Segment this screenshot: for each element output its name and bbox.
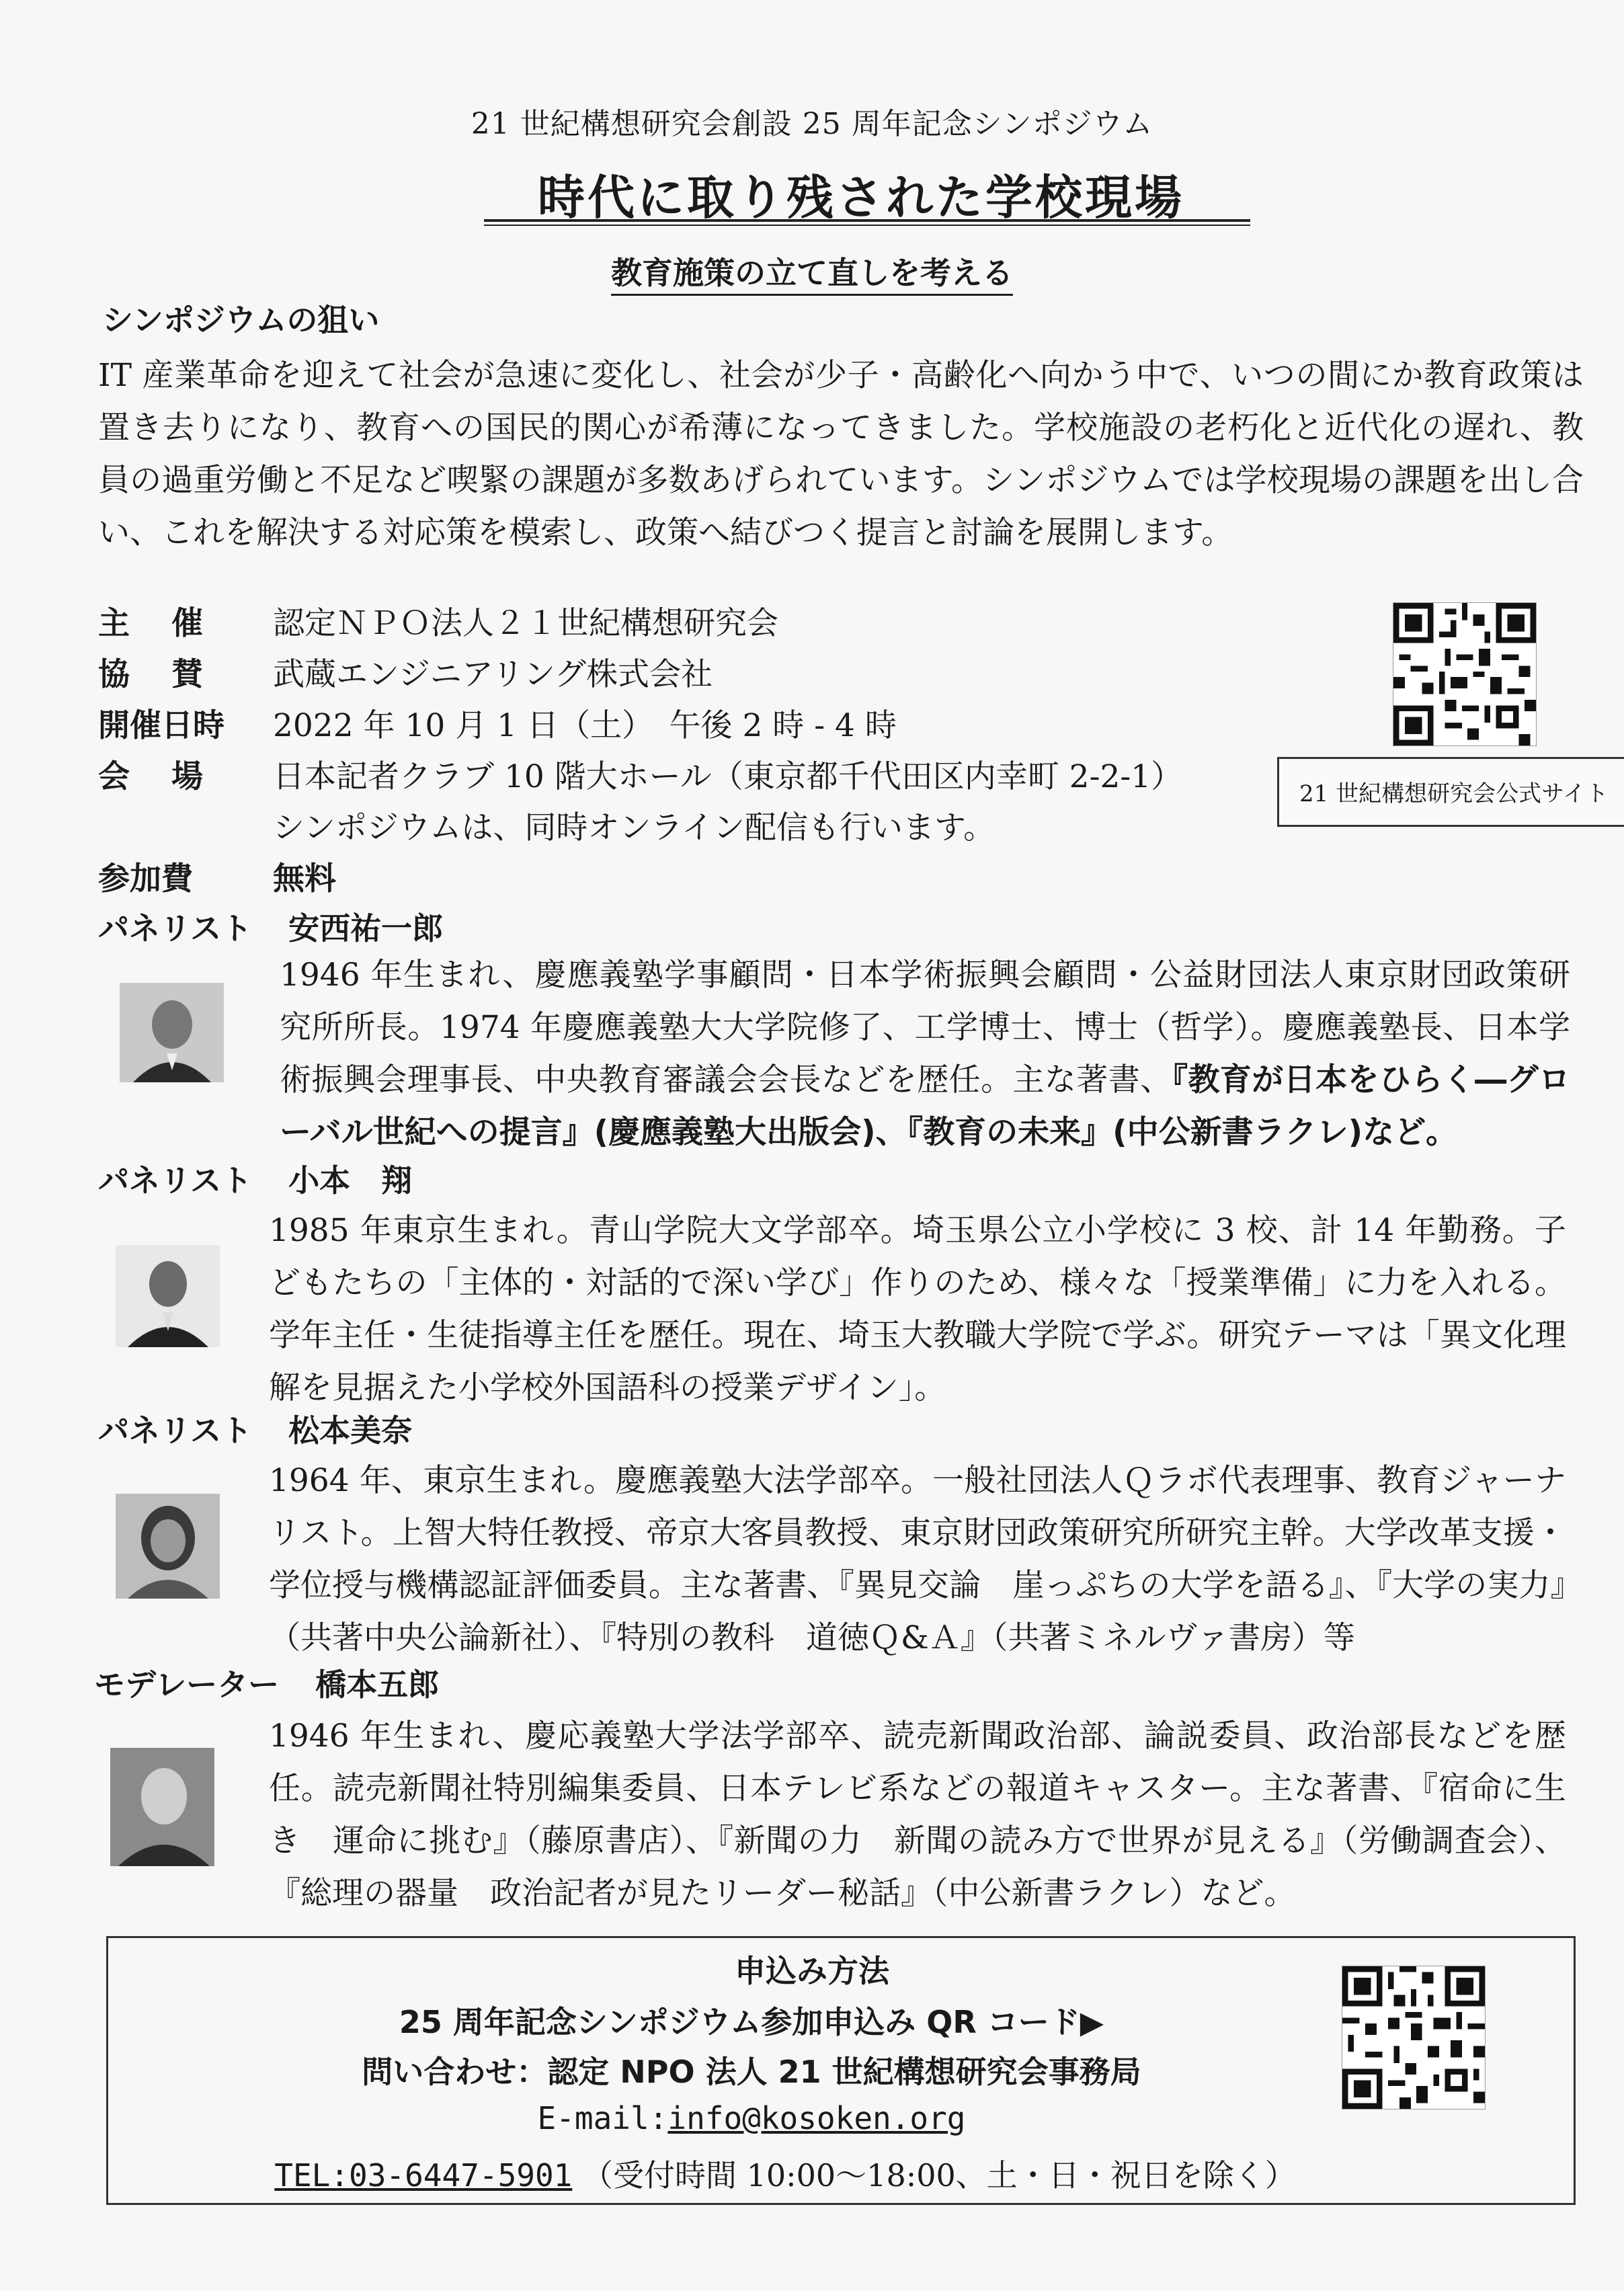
date-value: 2022 年 10 月 1 日（土） 午後 2 時 - 4 時	[273, 707, 897, 744]
organizer-row	[98, 598, 778, 643]
panelist-2-role: パネリスト	[98, 1162, 253, 1199]
event-supertitle: 21 世紀構想研究会創設 25 周年記念シンポジウム	[471, 107, 1153, 141]
aim-body: IT 産業革命を迎えて社会が急速に変化し、社会が少子・高齢化へ向かう中で、いつの間にか教育政策は置き去りになり、教育への国民的関心が希薄になってきました。学校施設の老朽化と近代化の遅れ、教員の過重労働と不足など喫緊の課題が多数あげられています。シンポジウムでは学校現場の課題を出し合い、これを解決する対応策を模索し、政策へ結びつく提言と討論を展開します。	[98, 357, 1584, 551]
application-qr-code[interactable]	[1342, 1966, 1486, 2109]
venue-note-row	[98, 803, 995, 848]
panelist-1-bio-text: 1946 年生まれ、慶應義塾学事顧問・日本学術振興会顧問・公益財団法人東京財団政策研究所所長。1974 年慶應義塾大大学院修了、工学博士、博士（哲学）。慶應義塾長、日本学術振興会理事長、中央教育審議会会長などを歴任。主な著書、	[280, 957, 1570, 1098]
date-label: 開催日時	[98, 707, 225, 744]
panelist-3-name: 松本美奈	[288, 1412, 413, 1449]
page-subtitle	[0, 249, 1624, 293]
sponsor-value: 武蔵エンジニアリング株式会社	[273, 656, 713, 693]
venue-row	[98, 752, 1182, 797]
panelist-3-heading	[98, 1406, 412, 1451]
sponsor-row	[98, 649, 713, 694]
moderator-role: モデレーター	[94, 1666, 280, 1703]
panelist-1-heading	[98, 904, 443, 949]
panelist-3-role: パネリスト	[98, 1412, 253, 1449]
panelist-1-bio	[280, 949, 1570, 1159]
panelist-2-bio: 1985 年東京生まれ。青山学院大文学部卒。埼玉県公立小学校に 3 校、計 14 年勤務。子どもたちの「主体的・対話的で深い学び」作りのため、様々な「授業準備」に力を入れる。学年主任・生徒指導主任を歴任。現在、埼玉大教職大学院で学ぶ。研究テーマは「異文化理解を見据えた小学校外国語科の授業デザイン」。	[269, 1212, 1566, 1406]
venue-label: 会場	[98, 758, 245, 795]
tel-link[interactable]: TEL:03-6447-5901	[274, 2157, 573, 2194]
panelist-3-photo	[116, 1494, 220, 1599]
email-line	[0, 2100, 1564, 2136]
page-title: 時代に取り残された学校現場	[538, 170, 1184, 225]
panelist-1-role: パネリスト	[98, 910, 253, 947]
site-qr-code[interactable]	[1393, 602, 1537, 746]
fee-row	[98, 854, 336, 899]
title-underline-thin	[484, 225, 1250, 226]
organizer-label: 主催	[98, 605, 245, 642]
fee-label: 参加費	[98, 860, 193, 897]
venue-note: シンポジウムは、同時オンライン配信も行います。	[273, 809, 996, 846]
apply-heading: 申込み方法	[735, 1953, 889, 1989]
page-title-block	[484, 160, 1250, 227]
moderator-name: 橋本五郎	[315, 1666, 440, 1703]
email-label: E-mail:	[537, 2100, 668, 2136]
aim-heading: シンポジウムの狙い	[102, 302, 380, 338]
panelist-1-photo	[120, 983, 224, 1082]
title-underline	[484, 219, 1250, 222]
organizer-value: 認定ＮＰＯ法人２１世紀構想研究会	[273, 605, 778, 642]
panelist-2-photo	[116, 1245, 220, 1347]
official-site-label[interactable]: 21 世紀構想研究会公式サイト	[1277, 757, 1624, 827]
hours-text: （受付時間 10:00～18:00、土・日・祝日を除く）	[581, 2157, 1296, 2194]
fee-value: 無料	[273, 860, 336, 897]
panelist-1-bio-books: 『教育が日本をひらく―グローバル世紀への提言』(慶應義塾大出版会)、『教育の未来』(中公新書ラクレ)など。	[280, 1061, 1571, 1151]
page-subtitle-text: 教育施策の立て直しを考える	[611, 255, 1013, 296]
apply-qr-line: 25 周年記念シンポジウム参加申込み QR コード▶	[399, 2004, 1104, 2040]
panelist-3-bio: 1964 年、東京生まれ。慶應義塾大法学部卒。一般社団法人Ｑラボ代表理事、教育ジャーナリスト。上智大特任教授、帝京大客員教授、東京財団政策研究所研究主幹。大学改革支援・学位授与機構認証評価委員。主な著書、『異見交論 崖っぷちの大学を語る』、『大学の実力』（共著中央公論新社）、『特別の教科 道徳Ｑ&Ａ』（共著ミネルヴァ書房）等	[269, 1462, 1566, 1656]
panelist-2-name: 小本 翔	[288, 1162, 413, 1199]
email-link[interactable]: info@kosoken.org	[667, 2100, 966, 2136]
panelist-1-name: 安西祐一郎	[288, 910, 444, 947]
contact-line: 問い合わせ：認定 NPO 法人 21 世紀構想研究会事務局	[362, 2054, 1141, 2090]
sponsor-label: 協賛	[98, 656, 245, 693]
moderator-heading	[94, 1660, 439, 1705]
moderator-bio: 1946 年生まれ、慶応義塾大学法学部卒、読売新聞政治部、論説委員、政治部長などを歴任。読売新聞社特別編集委員、日本テレビ系などの報道キャスター。主な著書、『宿命に生き 運命に挑む』（藤原書店）、『新聞の力 新聞の読み方で世界が見える』（労働調査会）、『総理の器量 政治記者が見たリーダー秘話』（中公新書ラクレ）など。	[269, 1718, 1566, 1912]
tel-line	[0, 2151, 1597, 2196]
venue-value: 日本記者クラブ 10 階大ホール（東京都千代田区内幸町 2-2-1）	[273, 758, 1183, 795]
panelist-2-heading	[98, 1156, 412, 1201]
moderator-photo	[110, 1748, 214, 1866]
date-row	[98, 700, 897, 746]
